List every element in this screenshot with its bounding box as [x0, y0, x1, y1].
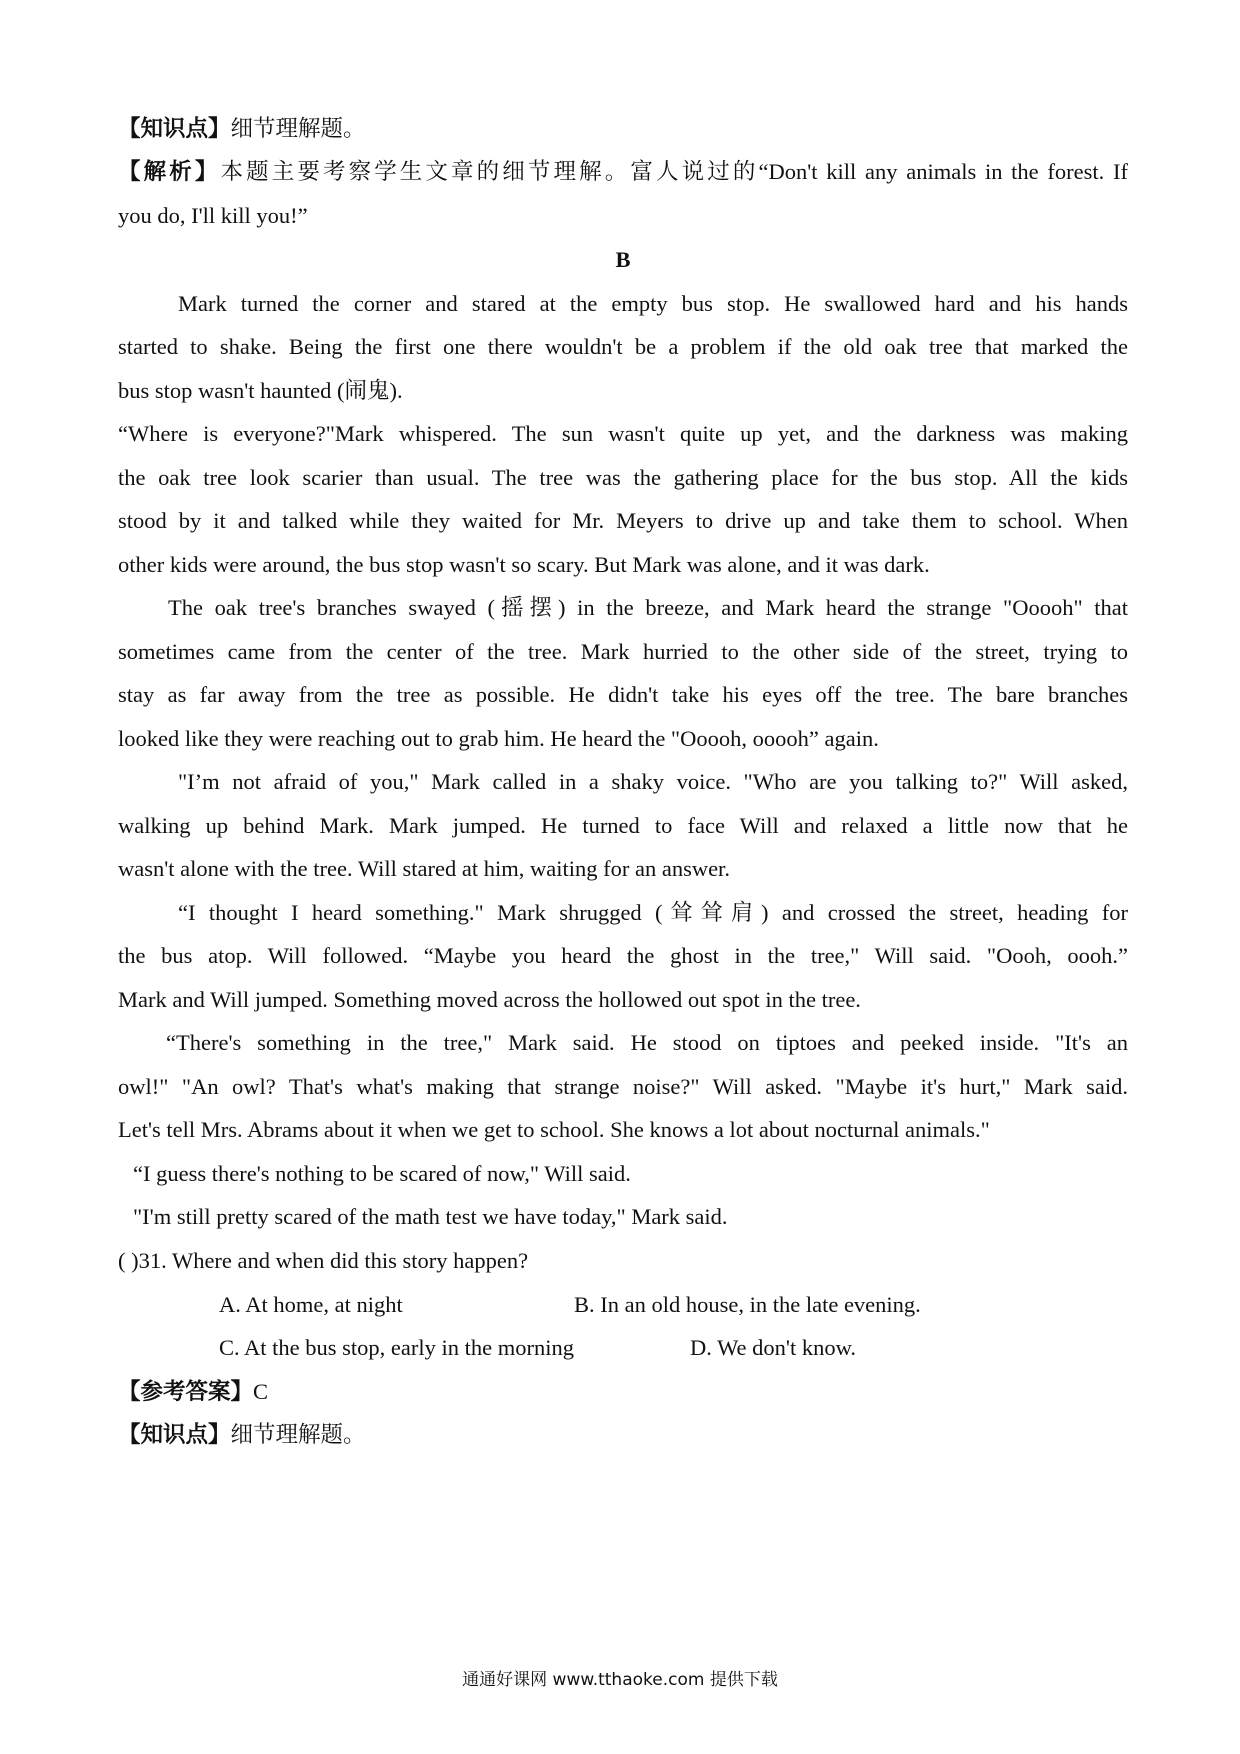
passage-line: The oak tree's branches swayed (摇摆) in the breeze, and Mark heard the strange "Ooooh" that — [168, 595, 1128, 620]
passage-line: "I’m not afraid of you," Mark called in a shaky voice. "Who are you talking to?" Will asked, — [178, 769, 1128, 794]
passage-line: “There's something in the tree," Mark said. He stood on tiptoes and peeked inside. "It's an — [166, 1030, 1128, 1055]
reference-answer-label: 【参考答案】 — [118, 1379, 254, 1404]
knowledge-point-text-2: 细节理解题。 — [230, 1422, 366, 1447]
knowledge-point-label: 【知识点】 — [118, 116, 231, 141]
passage-line: Let's tell Mrs. Abrams about it when we get to school. She knows a lot about nocturnal animals." — [118, 1117, 990, 1142]
analysis-line-1 — [118, 158, 1128, 186]
passage-line: wasn't alone with the tree. Will stared at him, waiting for an answer. — [118, 856, 730, 881]
passage-line: owl!" "An owl? That's what's making that strange noise?" Will asked. "Maybe it's hurt," Mark said. — [118, 1074, 1128, 1099]
question-31-stem: ( )31. Where and when did this story happen? — [118, 1248, 529, 1273]
passage-line: stay as far away from the tree as possible. He didn't take his eyes off the tree. The bare branches — [118, 682, 1128, 707]
knowledge-point-label-2: 【知识点】 — [118, 1422, 231, 1447]
passage-line: “I thought I heard something." Mark shrugged (耸耸肩) and crossed the street, heading for — [178, 900, 1128, 925]
reference-answer-value: C — [253, 1379, 269, 1404]
passage-line: sometimes came from the center of the tree. Mark hurried to the other side of the street, trying to — [118, 639, 1128, 664]
reference-answer-line — [118, 1378, 1128, 1406]
passage-line: other kids were around, the bus stop wasn't so scary. But Mark was alone, and it was dark. — [118, 552, 930, 577]
passage-line: the oak tree look scarier than usual. The tree was the gathering place for the bus stop. All the kids — [118, 465, 1128, 490]
knowledge-point-line — [118, 115, 1128, 143]
question-31-option-b: B. In an old house, in the late evening. — [574, 1292, 921, 1317]
passage-line: “Where is everyone?"Mark whispered. The sun wasn't quite up yet, and the darkness was making — [118, 421, 1128, 446]
passage-line: Mark and Will jumped. Something moved across the hollowed out spot in the tree. — [118, 987, 861, 1012]
analysis-line-2: you do, I'll kill you!” — [118, 203, 308, 228]
passage-line: Mark turned the corner and stared at the empty bus stop. He swallowed hard and his hands — [178, 291, 1128, 316]
passage-line: “I guess there's nothing to be scared of now," Will said. — [133, 1161, 631, 1186]
passage-line: stood by it and talked while they waited for Mr. Meyers to drive up and take them to school. When — [118, 508, 1128, 533]
page-footer: 通通好课网 www.tthaoke.com 提供下载 — [462, 1670, 778, 1690]
passage-line: looked like they were reaching out to grab him. He heard the "Ooooh, ooooh” again. — [118, 726, 879, 751]
passage-line: bus stop wasn't haunted (闹鬼). — [118, 378, 403, 403]
passage-line: the bus atop. Will followed. “Maybe you heard the ghost in the tree," Will said. "Oooh, oooh.” — [118, 943, 1128, 968]
question-31-option-c: C. At the bus stop, early in the morning — [219, 1335, 574, 1360]
question-31-option-a: A. At home, at night — [219, 1292, 403, 1317]
knowledge-point-text: 细节理解题。 — [230, 116, 366, 141]
passage-heading: B — [615, 247, 631, 272]
passage-line: started to shake. Being the first one there wouldn't be a problem if the old oak tree that marked the — [118, 334, 1128, 359]
passage-line: walking up behind Mark. Mark jumped. He turned to face Will and relaxed a little now that he — [118, 813, 1128, 838]
knowledge-point-line-2 — [118, 1421, 1128, 1449]
passage-line: "I'm still pretty scared of the math test we have today," Mark said. — [133, 1204, 728, 1229]
analysis-label: 【解析】 — [118, 159, 221, 184]
analysis-text: 本题主要考察学生文章的细节理解。富人说过的“Don't kill any animals in the forest. If — [220, 159, 1128, 184]
question-31-option-d: D. We don't know. — [690, 1335, 856, 1360]
